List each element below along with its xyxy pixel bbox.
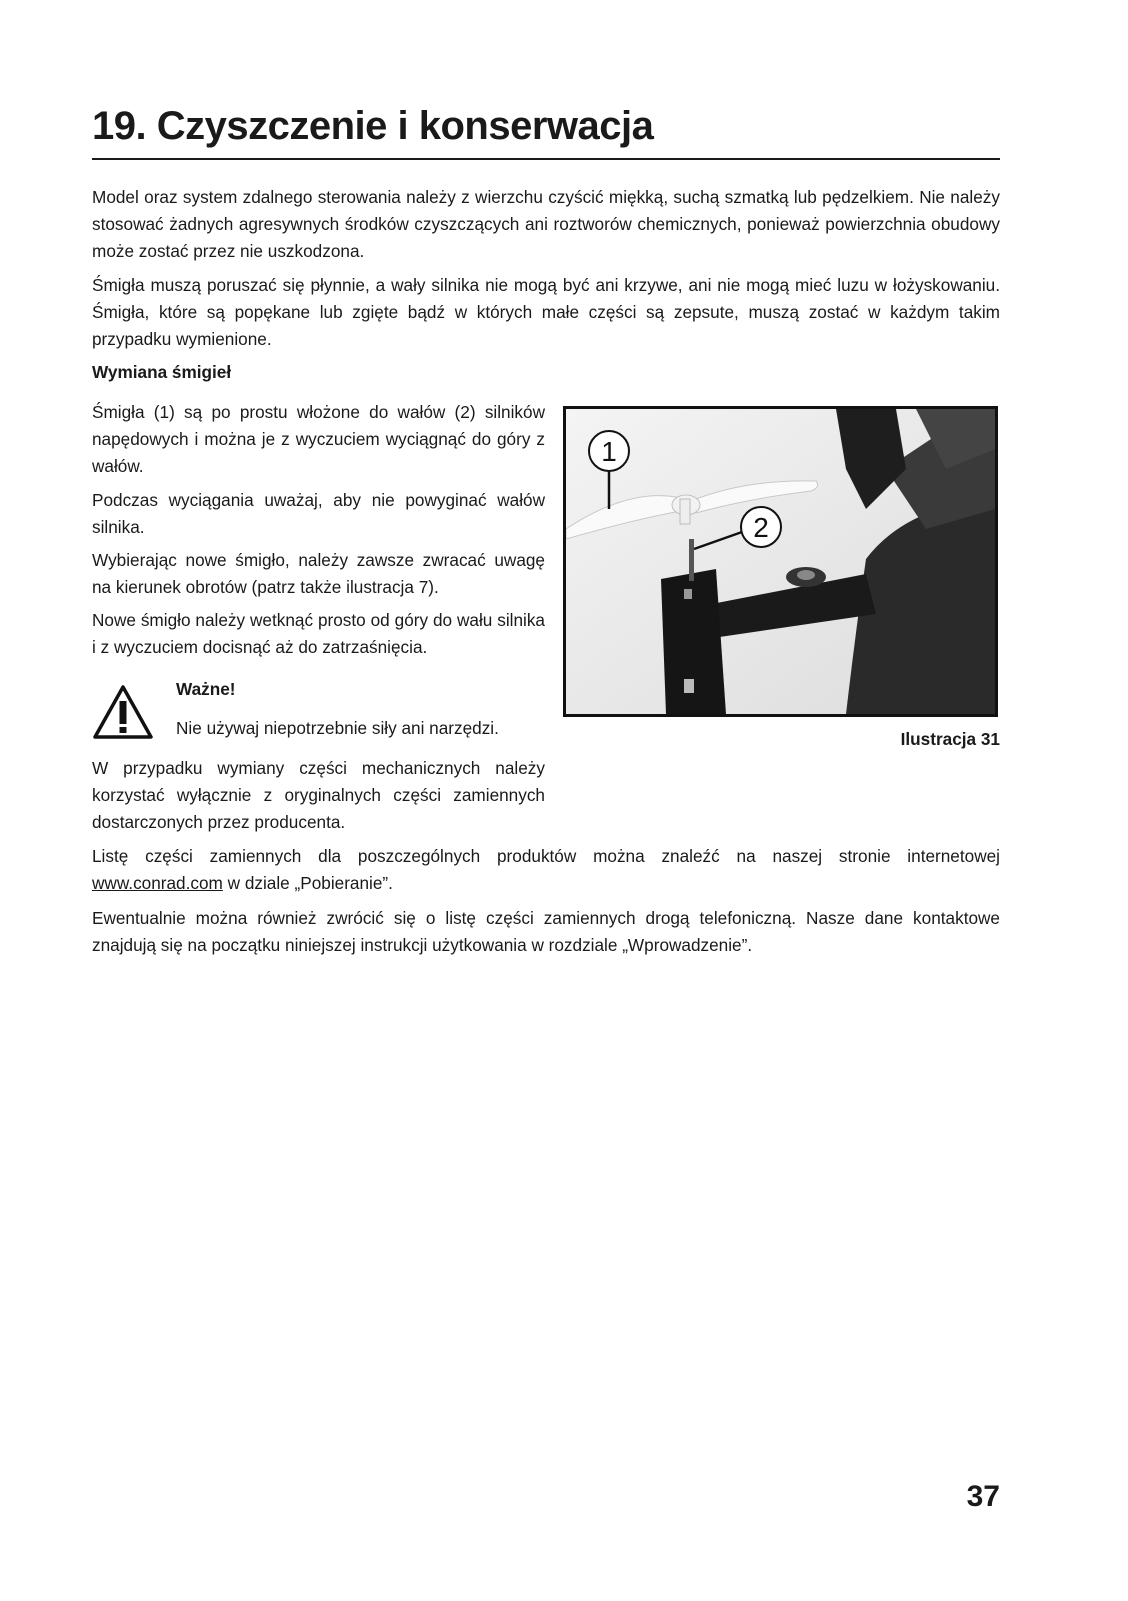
section-subheading: Wymiana śmigieł <box>92 362 232 382</box>
page-title: 19. Czyszczenie i konserwacja <box>92 104 654 148</box>
spare-parts-paragraph <box>92 843 1000 897</box>
propeller-mounting-paragraph: Nowe śmigło należy wetknąć prosto od góry do wału silnika i z wyczuciem docisnąć aż do zatrzaśnięcia. <box>92 610 545 657</box>
figure-caption: Ilustracja 31 <box>900 729 1000 749</box>
title-rule <box>92 158 1000 160</box>
original-parts-paragraph: W przypadku wymiany części mechanicznych należy korzystać wyłącznie z oryginalnych części zamiennych dostarczonych przez producenta. <box>92 758 545 832</box>
callout-propeller-label: 1 <box>601 436 617 467</box>
warning-title: Ważne! <box>176 679 236 699</box>
spare-parts-text-end: w dziale „Pobieranie”. <box>222 873 393 893</box>
propeller-condition-paragraph: Śmigła muszą poruszać się płynnie, a wały silnika nie mogą być ani krzywe, ani nie mogą mieć luzu w łożyskowaniu. Śmigła, które są popękane lub zgięte bądź w których małe części są zepsute, muszą zostać w każdym takim przypadku wymienione. <box>92 275 1000 349</box>
contact-paragraph: Ewentualnie można również zwrócić się o listę części zamiennych drogą telefoniczną. Nasze dane kontaktowe znajdują się na początku niniejszej instrukcji użytkowania w rozdziale „Wprowadzenie”. <box>92 908 1000 955</box>
cleaning-paragraph: Model oraz system zdalnego sterowania należy z wierzchu czyścić miękką, suchą szmatką lub pędzelkiem. Nie należy stosować żadnych agresywnych środków czyszczących ani roztworów chemicznych, ponieważ powierzchnia obudowy może zostać przez nie uszkodzona. <box>92 187 1000 261</box>
callout-shaft-label: 2 <box>753 512 769 543</box>
drone-arm-photo <box>566 409 995 714</box>
spare-parts-text: Listę części zamiennych dla poszczególnych produktów można znaleźć na naszej stronie internetowej <box>92 846 1000 866</box>
warning-text: Nie używaj niepotrzebnie siły ani narzędzi. <box>176 718 499 738</box>
removal-caution-paragraph: Podczas wyciągania uważaj, aby nie powyginać wałów silnika. <box>92 490 545 537</box>
warning-triangle-icon <box>92 684 154 740</box>
rotation-direction-paragraph: Wybierając nowe śmigło, należy zawsze zwracać uwagę na kierunek obrotów (patrz także ilustracja 7). <box>92 550 545 597</box>
propeller-removal-paragraph: Śmigła (1) są po prostu włożone do wałów (2) silników napędowych i można je z wyczuciem wyciągnąć do góry z wałów. <box>92 402 545 476</box>
drone-propeller-illustration <box>563 406 998 717</box>
page-number: 37 <box>966 1480 1000 1513</box>
conrad-link[interactable]: www.conrad.com <box>92 873 223 893</box>
